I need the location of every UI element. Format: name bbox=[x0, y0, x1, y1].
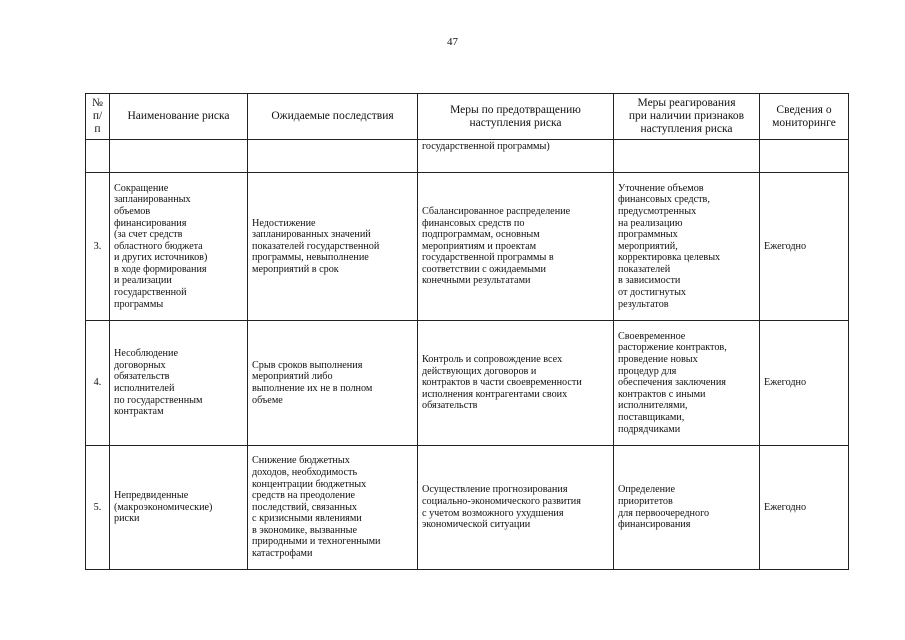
cell-reaction: Определение приоритетов для первоочередного финансирования bbox=[614, 446, 760, 570]
cell-monitoring: Ежегодно bbox=[760, 446, 849, 570]
cell-empty bbox=[760, 140, 849, 173]
header-num: № п/п bbox=[86, 94, 110, 140]
header-consequences: Ожидаемые последствия bbox=[248, 94, 418, 140]
cell-monitoring: Ежегодно bbox=[760, 321, 849, 446]
header-monitoring: Сведения о мониторинге bbox=[760, 94, 849, 140]
cell-consequences: Срыв сроков выполнения мероприятий либо выполнение их не в полном объеме bbox=[248, 321, 418, 446]
cell-empty bbox=[86, 140, 110, 173]
cell-consequences: Снижение бюджетных доходов, необходимость концентрации бюджетных средств на преодоление последствий, связанных с кризисными явлениями в экономике, вызванные природными и техногенными катастрофами bbox=[248, 446, 418, 570]
cell-num: 4. bbox=[86, 321, 110, 446]
cell-reaction: Уточнение объемов финансовых средств, предусмотренных на реализацию программных мероприятий, корректировка целевых показателей в зависимости от достигнутых результатов bbox=[614, 173, 760, 321]
page-number: 47 bbox=[447, 36, 458, 48]
cell-prevention: Осуществление прогнозирования социально-экономического развития с учетом возможного ухудшения экономической ситуации bbox=[418, 446, 614, 570]
cell-monitoring: Ежегодно bbox=[760, 173, 849, 321]
table-header-row bbox=[86, 94, 849, 140]
table-row bbox=[86, 321, 849, 446]
header-prevention: Меры по предотвращению наступления риска bbox=[418, 94, 614, 140]
cell-consequences: Недостижение запланированных значений показателей государственной программы, невыполнение мероприятий в срок bbox=[248, 173, 418, 321]
cell-empty bbox=[248, 140, 418, 173]
cell-empty bbox=[110, 140, 248, 173]
cell-num: 5. bbox=[86, 446, 110, 570]
cell-empty bbox=[614, 140, 760, 173]
cell-prevention: Контроль и сопровождение всех действующих договоров и контрактов в части своевременности исполнения контрагентами своих обязательств bbox=[418, 321, 614, 446]
header-reaction: Меры реагирования при наличии признаков наступления риска bbox=[614, 94, 760, 140]
risk-table bbox=[85, 93, 849, 570]
table-row bbox=[86, 173, 849, 321]
cell-prevention: Сбалансированное распределение финансовых средств по подпрограммам, основным мероприятиям и проектам государственной программы в соответствии с ожидаемыми конечными результатами bbox=[418, 173, 614, 321]
continuation-row bbox=[86, 140, 849, 173]
cell-num: 3. bbox=[86, 173, 110, 321]
cell-risk-name: Несоблюдение договорных обязательств исполнителей по государственным контрактам bbox=[110, 321, 248, 446]
cell-reaction: Своевременное расторжение контрактов, проведение новых процедур для обеспечения заключения контрактов с иными исполнителями, поставщиками, подрядчиками bbox=[614, 321, 760, 446]
cell-prevention-continued: государственной программы) bbox=[418, 140, 614, 173]
cell-risk-name: Сокращение запланированных объемов финансирования (за счет средств областного бюджета и других источников) в ходе формирования и реализации государственной программы bbox=[110, 173, 248, 321]
table-row bbox=[86, 446, 849, 570]
cell-risk-name: Непредвиденные (макроэкономические) риски bbox=[110, 446, 248, 570]
header-risk-name: Наименование риска bbox=[110, 94, 248, 140]
